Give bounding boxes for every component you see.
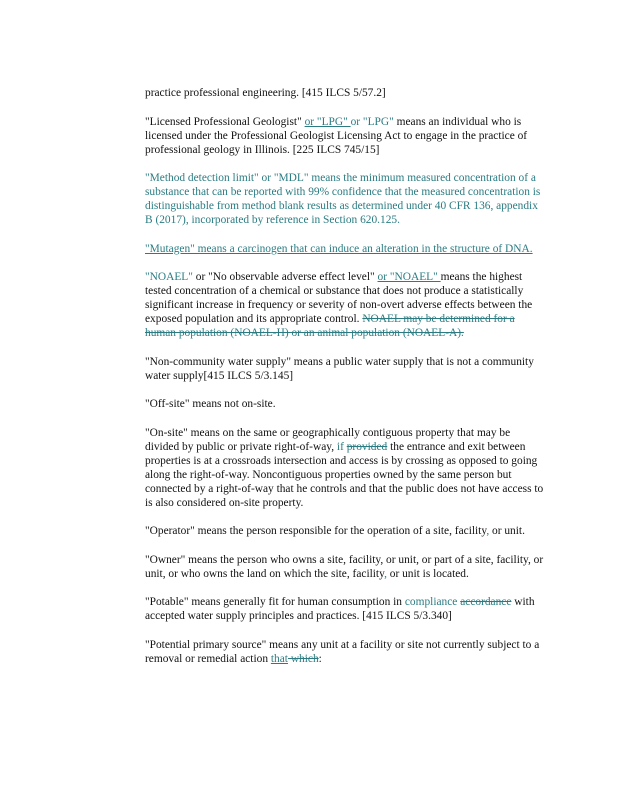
inserted-text: that [270,652,288,665]
paragraph [145,242,545,256]
paragraph [145,553,545,581]
inserted-text: , [384,567,387,580]
deleted-text: accordance [460,596,512,608]
paragraph [145,397,545,411]
paragraph [145,595,545,623]
inserted-text: if [336,440,344,453]
text-run: means an individual who is licensed under the Professional Geologist Licensing Act to engage in the practice of professional geology in Illinois. [225 ILCS 745/15] [145,115,528,156]
deleted-text: provided [346,440,388,453]
paragraph [145,355,545,383]
inserted-text: "NOAEL" [145,271,193,283]
inserted-text: or "LPG" [350,115,394,128]
text-run: or unit is located. [386,567,469,580]
text-run: with accepted water supply principles and practices. [415 ILCS 5/3.340] [145,596,535,622]
paragraph [145,426,545,510]
paragraph [145,524,545,538]
deleted-text: which [287,652,319,665]
text-run: or "No observable adverse effect level" [192,271,378,283]
inserted-text: , [486,525,490,537]
paragraph [145,115,545,157]
text-run: "Non-community water supply" means a public water supply that is not a community water supply[415 ILCS 5/3.145] [145,355,534,382]
text-run: "Potable" means generally fit for human consumption in [145,596,405,608]
inserted-text: "Mutagen" means a carcinogen that can induce an alteration in the structure of DNA. [145,242,533,255]
inserted-text: or "LPG" [304,115,351,128]
paragraph [145,171,545,227]
text-run: "Potential primary source" means any unit at a facility or site not currently subject to a removal or remedial action [145,638,540,665]
text-run: or unit. [489,525,525,537]
text-run: "On-site" means on the same or geographically contiguous property that may be divided by public or private right-of-way, [145,426,511,453]
paragraph [145,638,545,666]
inserted-text: "Method detection limit" or "MDL" means the minimum measured concentration of a substance that can be reported with 99% confidence that the measured concentration is distinguishable from method blank results as determined under 40 CFR 136, appendix B (2017), incorporated by reference in Section 620.125. [145,172,541,226]
text-run: means the highest tested concentration of a chemical or substance that does not produce a statistically significant increase in frequency or severity of non-overt adverse effects between the exposed population and its appropriate control. [145,271,533,325]
text-run: the entrance and exit between properties is at a crossroads intersection and access is by crossing as opposed to going along the right-of-way. Noncontiguous properties owned by the same person but connected by a right-of-way that he controls and that the public does not have access to is also considered on-site property. [145,440,544,509]
text-run: "Off-site" means not on-site. [145,398,276,410]
inserted-text: or "NOAEL" [377,271,441,283]
text-run: "Licensed Professional Geologist" [145,115,305,128]
inserted-text: compliance [404,596,461,608]
paragraph [145,86,545,100]
paragraph [145,270,545,340]
text-run: "Operator" means the person responsible for the operation of a site, facility [145,525,487,537]
text-run: "Owner" means the person who owns a site, facility, or unit, or part of a site, facility, or unit, or who owns the land on which the site, facility [145,553,544,580]
text-run: practice professional engineering. [415 ILCS 5/57.2] [145,87,386,99]
deleted-text: NOAEL may be determined for a human population (NOAEL-H) or an animal population (NOAEL-A). [145,313,515,339]
document-page [145,86,545,666]
text-run: : [318,652,322,665]
